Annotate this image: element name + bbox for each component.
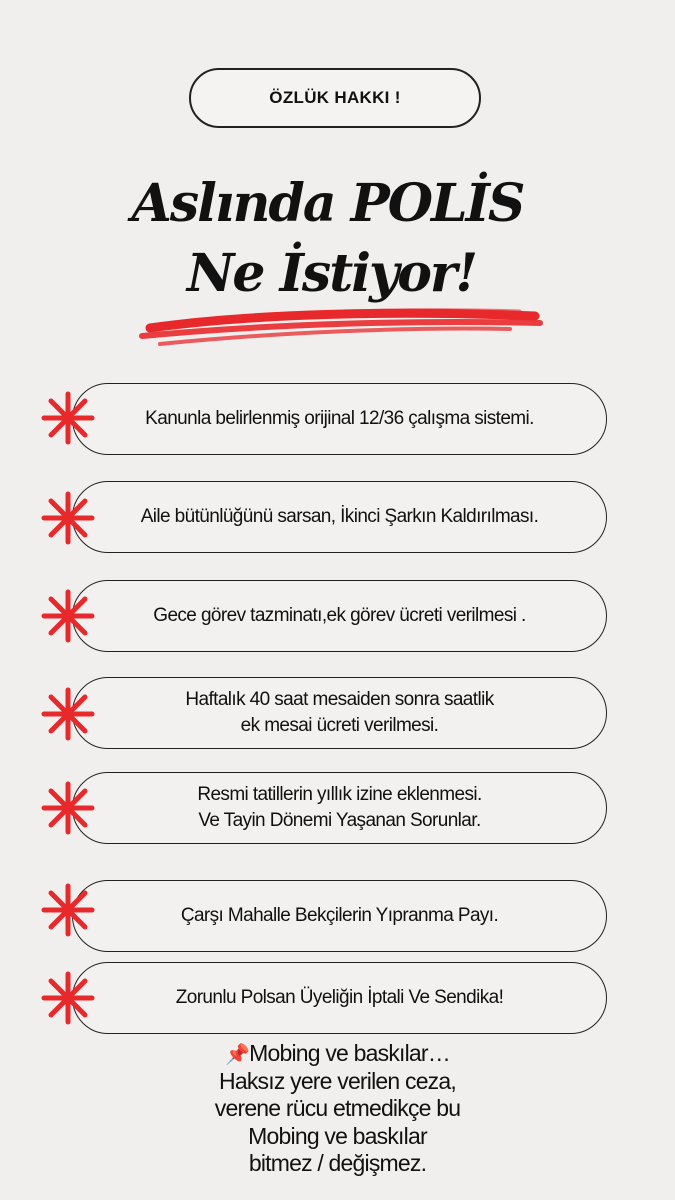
red-asterisk-icon	[38, 880, 98, 940]
demand-item	[72, 880, 607, 952]
footer-line-3: verene rücu etmedikçe bu	[214, 1095, 461, 1122]
demand-item	[72, 580, 607, 652]
badge-text: ÖZLÜK HAKKI !	[269, 88, 401, 107]
pushpin-icon: 📌	[225, 1044, 250, 1066]
red-asterisk-icon	[38, 488, 98, 548]
red-asterisk-icon	[38, 778, 98, 838]
footer-line-1: Mobing ve baskılar…	[249, 1040, 450, 1066]
item-text: Çarşı Mahalle Bekçilerin Yıpranma Payı.	[180, 904, 499, 926]
demand-item	[72, 481, 607, 553]
headline-line-1: Aslında POLİS	[131, 173, 524, 234]
item-text: Kanunla belirlenmiş orijinal 12/36 çalışma sistemi.	[145, 407, 534, 429]
red-brush-underline	[130, 300, 550, 355]
item-text: Aile bütünlüğünü sarsan, İkinci Şarkın Kaldırılması.	[140, 505, 539, 527]
red-asterisk-icon	[38, 388, 98, 448]
headline-line-2: Ne İstiyor!	[186, 243, 477, 304]
footer-line-4: Mobing ve baskılar	[248, 1122, 427, 1149]
title-badge	[189, 68, 481, 128]
footer-line	[0, 1040, 675, 1068]
demand-item	[72, 677, 607, 749]
item-text: Resmi tatillerin yıllık izine eklenmesi.	[197, 783, 482, 805]
red-asterisk-icon	[38, 684, 98, 744]
demand-item	[72, 962, 607, 1034]
item-text: ek mesai ücreti verilmesi.	[240, 715, 439, 736]
item-text: Zorunlu Polsan Üyeliğin İptali Ve Sendika!	[175, 986, 504, 1008]
item-text: Gece görev tazminatı,ek görev ücreti verilmesi .	[153, 604, 526, 626]
footer-line-5: bitmez / değişmez.	[248, 1150, 427, 1177]
footer-note	[0, 1040, 675, 1178]
red-asterisk-icon	[38, 968, 98, 1028]
demand-item	[72, 383, 607, 455]
red-asterisk-icon	[38, 586, 98, 646]
item-text: Haftalık 40 saat mesaiden sonra saatlik	[185, 688, 494, 710]
item-text: Ve Tayin Dönemi Yaşanan Sorunlar.	[198, 810, 481, 831]
demand-item	[72, 772, 607, 844]
footer-line-2: Haksız yere verilen ceza,	[219, 1067, 456, 1094]
